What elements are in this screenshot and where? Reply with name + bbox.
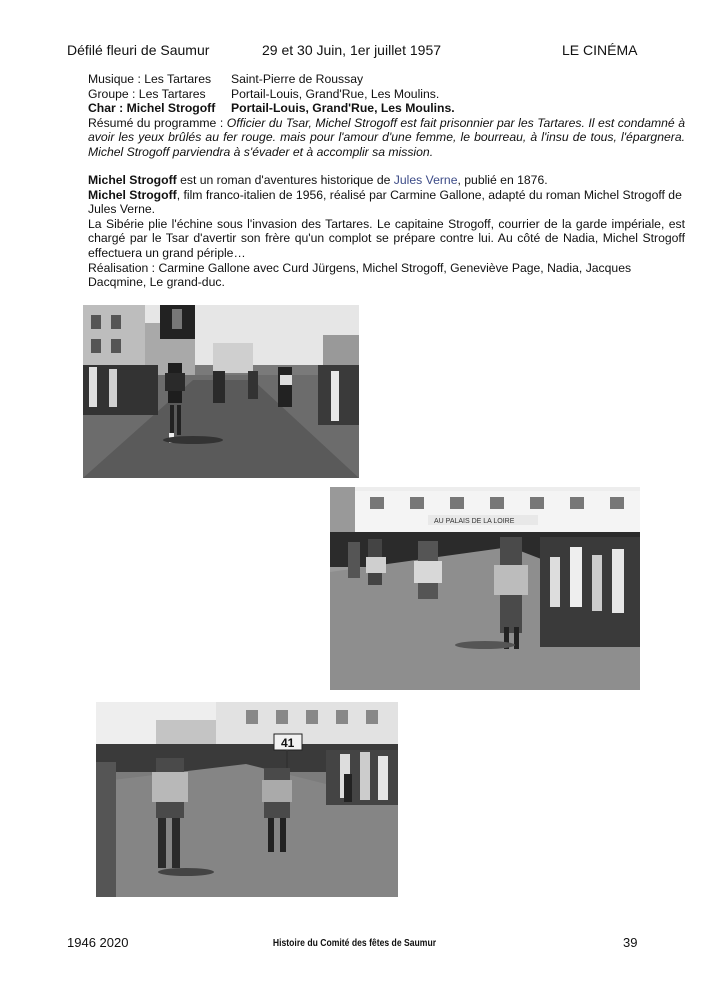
parade-photo-2 [330, 487, 640, 690]
header-section: LE CINÉMA [562, 42, 638, 58]
footer-years: 1946 2020 [67, 935, 129, 950]
paragraph-film [88, 188, 685, 217]
film-title: Michel Strogoff [88, 187, 177, 202]
novel-title: Michel Strogoff [88, 173, 177, 187]
header-date: 29 et 30 Juin, 1er juillet 1957 [262, 42, 442, 58]
parade-number-sign: 41 [281, 736, 295, 750]
film-text: , film franco-italien de 1956, réalisé par Carmine Gallone, adapté du roman Michel Strogoff de Jules Verne. [88, 187, 682, 217]
char-label: Char : Michel Strogoff [88, 101, 216, 116]
novel-text: est un roman d'aventures historique de [176, 173, 394, 187]
paragraph-novel [88, 173, 685, 188]
footer-title-text: Histoire du Comité des fêtes de Saumur [272, 937, 436, 949]
page-number: 39 [623, 935, 638, 950]
novel-end: , publié en 1876. [457, 173, 548, 187]
char-row [88, 101, 685, 116]
groupe-place: Portail-Louis, Grand'Rue, Les Moulins. [231, 86, 440, 101]
paragraph-credits: Réalisation : Carmine Gallone avec Curd Jürgens, Michel Strogoff, Geneviève Page, Nadia, Jacques Dacqmine, Le grand-duc. [88, 260, 632, 290]
header-title: Défilé fleuri de Saumur [67, 42, 210, 58]
char-place: Portail-Louis, Grand'Rue, Les Moulins. [231, 101, 455, 116]
groupe-label: Groupe : Les Tartares [88, 86, 206, 101]
parade-photo-1 [83, 305, 359, 478]
musique-label: Musique : Les Tartares [88, 72, 212, 86]
resume-text: Officier du Tsar, Michel Strogoff est fait prisonnier par les Tartares. Il est condamné à avoir les yeux brûlés au fer rouge. mais pour l'amour d'une femme, le bourreau, à l'insu de tous, l'épargnera. Michel Strogoff parviendra à s'évader et à accomplir sa mission. [88, 115, 685, 159]
info-block [88, 72, 685, 160]
parade-photo-3 [96, 702, 398, 897]
musique-row [88, 72, 685, 87]
musique-place: Saint-Pierre de Roussay [231, 72, 364, 86]
groupe-row [88, 87, 685, 102]
jules-verne-link[interactable]: Jules Verne [393, 173, 458, 187]
hotel-sign: AU PALAIS DE LA LOIRE [434, 518, 515, 525]
resume-label: Résumé du programme : [88, 115, 227, 130]
footer-title [0, 937, 708, 949]
article-block [88, 173, 685, 290]
paragraph-synopsis: La Sibérie plie l'échine sous l'invasion des Tartares. Le capitaine Strogoff, courrier de la garde impériale, est chargé par le Tsar d'avertir son frère qu'un complot se prépare contre lui. Au côté de Nadia, Michel Strogoff effectuera un grand périple… [88, 216, 685, 260]
resume-paragraph [88, 116, 685, 160]
